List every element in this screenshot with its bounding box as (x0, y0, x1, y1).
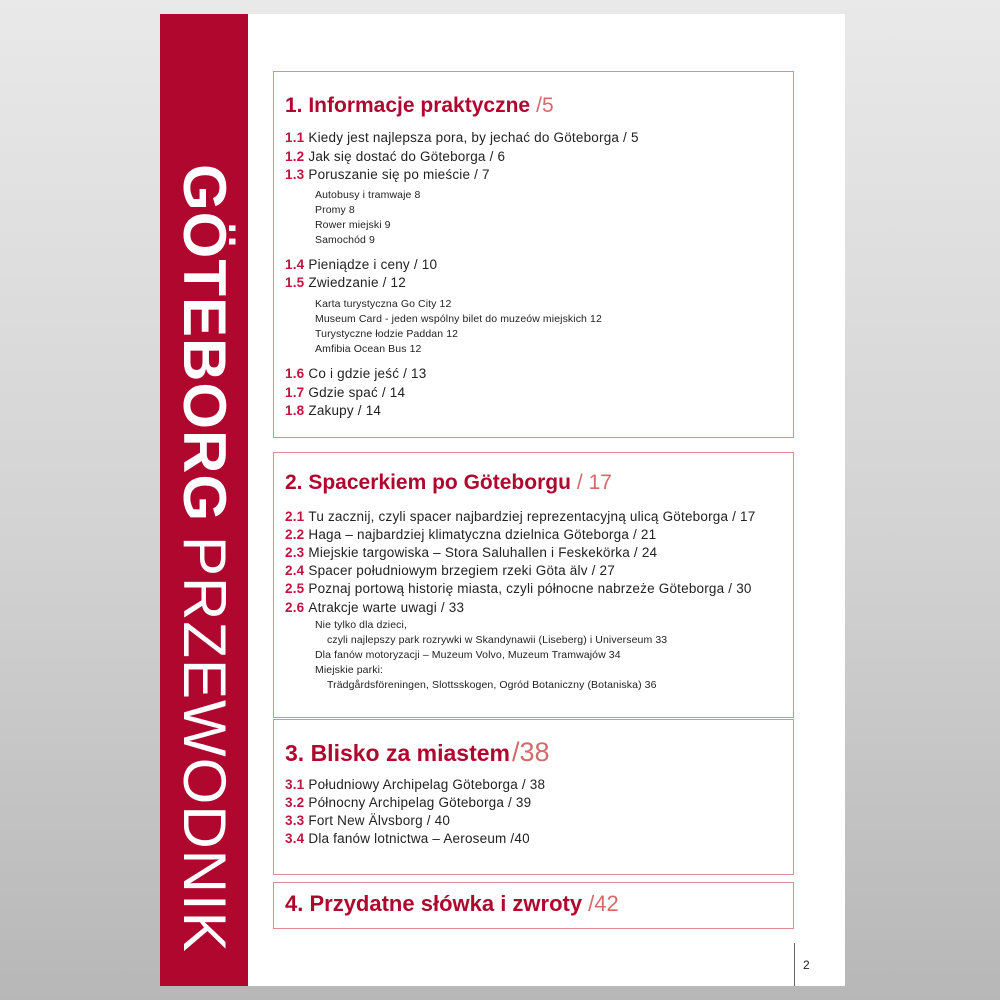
section-1-page: /5 (536, 94, 554, 117)
toc-subitem: Museum Card - jeden wspólny bilet do muzeów miejskich 12 (315, 313, 602, 325)
section-2-page: / 17 (576, 471, 612, 494)
toc-subitem: Turystyczne łodzie Paddan 12 (315, 328, 459, 340)
toc-item[interactable] (285, 257, 437, 272)
toc-section-4 (273, 882, 794, 929)
toc-subitem: Dla fanów motoryzacji – Muzeum Volvo, Muzeum Tramwajów 34 (315, 649, 621, 661)
item-number: 3.4 (285, 831, 305, 846)
toc-item[interactable] (285, 275, 406, 290)
item-number: 2.3 (285, 545, 305, 560)
section-3-heading (285, 737, 550, 768)
spine-title-bold: GÖTEBORG (171, 164, 238, 523)
item-number: 2.2 (285, 527, 305, 542)
toc-item[interactable] (285, 527, 656, 542)
section-4-page: /42 (588, 891, 619, 916)
toc-item[interactable] (285, 600, 464, 615)
item-number: 2.4 (285, 563, 305, 578)
section-4-title: 4. Przydatne słówka i zwroty (285, 891, 583, 916)
item-text: Miejskie targowiska – Stora Saluhallen i Feskekörka / 24 (308, 545, 658, 560)
toc-item[interactable] (285, 130, 639, 145)
item-text: Zwiedzanie / 12 (308, 275, 406, 290)
item-text: Jak się dostać do Göteborga / 6 (308, 149, 506, 164)
spine-title (171, 164, 238, 953)
item-number: 2.1 (285, 509, 305, 524)
item-number: 1.1 (285, 130, 305, 145)
toc-subitem: Promy 8 (315, 204, 355, 216)
toc-subitem: Amfibia Ocean Bus 12 (315, 343, 422, 355)
toc-item[interactable] (285, 545, 657, 560)
toc-section-1 (273, 71, 794, 438)
item-text: Haga – najbardziej klimatyczna dzielnica Göteborga / 21 (308, 527, 657, 542)
item-number: 3.3 (285, 813, 305, 828)
toc-item[interactable] (285, 167, 490, 182)
page-number: 2 (803, 958, 810, 972)
toc-item[interactable] (285, 403, 381, 418)
item-number: 2.5 (285, 581, 305, 596)
toc-section-2 (273, 452, 794, 718)
toc-item[interactable] (285, 581, 752, 596)
toc-item[interactable] (285, 149, 505, 164)
section-1-title: 1. Informacje praktyczne (285, 94, 531, 117)
item-text: Co i gdzie jeść / 13 (308, 366, 427, 381)
item-number: 1.4 (285, 257, 305, 272)
toc-subitem: czyli najlepszy park rozrywki w Skandynawii (Liseberg) i Universeum 33 (327, 634, 668, 646)
toc-item[interactable] (285, 795, 531, 810)
toc-subitem: Miejskie parki: (315, 664, 384, 676)
item-number: 1.3 (285, 167, 305, 182)
item-number: 3.2 (285, 795, 305, 810)
section-1-heading (285, 94, 554, 118)
toc-item[interactable] (285, 563, 615, 578)
section-3-page: /38 (512, 737, 550, 767)
item-text: Spacer południowym brzegiem rzeki Göta älv / 27 (308, 563, 615, 578)
toc-item[interactable] (285, 813, 450, 828)
item-text: Fort New Älvsborg / 40 (308, 813, 451, 828)
toc-item[interactable] (285, 777, 545, 792)
item-text: Kiedy jest najlepsza pora, by jechać do Göteborga / 5 (308, 130, 639, 145)
section-3-title: 3. Blisko za miastem (285, 740, 510, 766)
item-number: 1.8 (285, 403, 305, 418)
item-number: 1.5 (285, 275, 305, 290)
toc-item[interactable] (285, 366, 426, 381)
item-text: Południowy Archipelag Göteborga / 38 (308, 777, 546, 792)
toc-subitem: Nie tylko dla dzieci, (315, 619, 407, 631)
toc-subitem: Autobusy i tramwaje 8 (315, 189, 421, 201)
item-text: Zakupy / 14 (308, 403, 382, 418)
section-2-title: 2. Spacerkiem po Göteborgu (285, 471, 571, 494)
item-number: 1.7 (285, 385, 305, 400)
toc-subitem: Rower miejski 9 (315, 219, 391, 231)
item-text: Północny Archipelag Göteborga / 39 (308, 795, 532, 810)
item-text: Dla fanów lotnictwa – Aeroseum /40 (308, 831, 530, 846)
toc-subitem: Trädgårdsföreningen, Slottsskogen, Ogród Botaniczny (Botaniska) 36 (327, 679, 657, 691)
page-number-divider (794, 943, 795, 986)
toc-item[interactable] (285, 509, 755, 524)
toc-item[interactable] (285, 385, 405, 400)
item-text: Gdzie spać / 14 (308, 385, 406, 400)
section-4-heading (285, 891, 619, 917)
item-text: Pieniądze i ceny / 10 (308, 257, 438, 272)
book-page (160, 14, 845, 986)
spine-title-light: PRZEWODNIK (171, 536, 238, 953)
toc-item[interactable] (285, 831, 530, 846)
item-number: 1.2 (285, 149, 305, 164)
section-2-heading (285, 471, 612, 495)
toc-subitem: Karta turystyczna Go City 12 (315, 298, 452, 310)
item-text: Poznaj portową historię miasta, czyli północne nabrzeże Göteborga / 30 (308, 581, 752, 596)
item-text: Poruszanie się po mieście / 7 (308, 167, 490, 182)
item-text: Atrakcje warte uwagi / 33 (308, 600, 465, 615)
item-text: Tu zacznij, czyli spacer najbardziej reprezentacyjną ulicą Göteborga / 17 (308, 509, 756, 524)
item-number: 1.6 (285, 366, 305, 381)
item-number: 2.6 (285, 600, 305, 615)
toc-section-3 (273, 719, 794, 875)
title-spine (160, 14, 248, 986)
toc-subitem: Samochód 9 (315, 234, 375, 246)
item-number: 3.1 (285, 777, 305, 792)
